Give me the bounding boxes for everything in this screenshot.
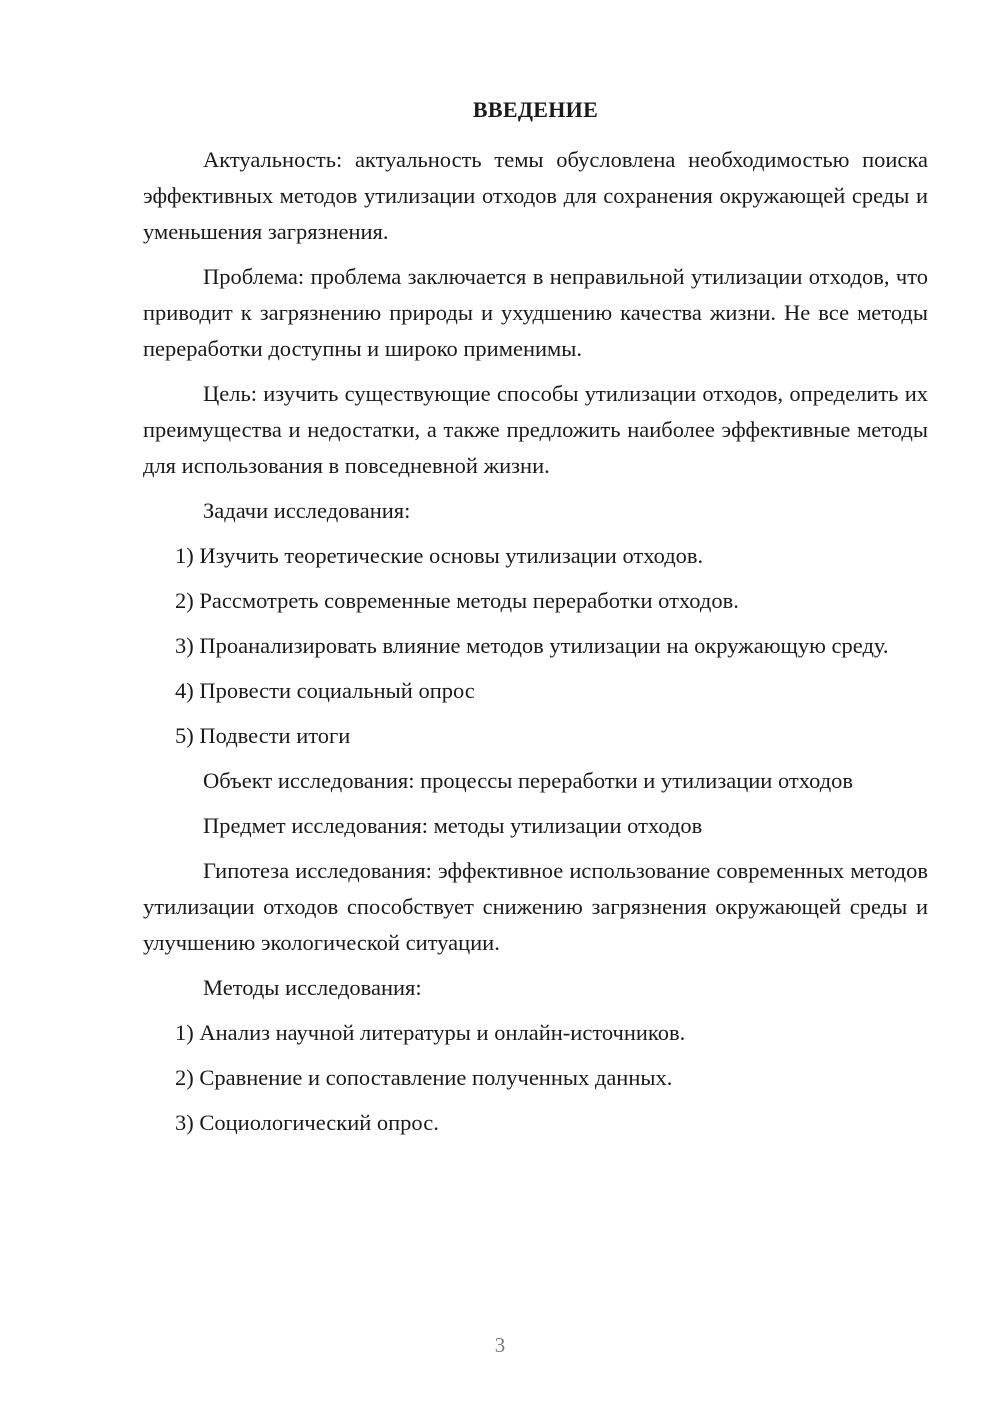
list-item: 4) Провести социальный опрос [175, 678, 475, 703]
goal-paragraph: Цель: изучить существующие способы утилизации отходов, определить их преимущества и недостатки, а также предложить наиболее эффективные методы для использования в повседневной жизни. [143, 381, 928, 478]
document-page [143, 92, 928, 1141]
list-item: 2) Сравнение и сопоставление полученных данных. [175, 1065, 673, 1090]
tasks-list [143, 538, 928, 754]
page-number: 3 [494, 1333, 506, 1357]
list-item: 2) Рассмотреть современные методы переработки отходов. [175, 588, 739, 613]
methods-heading: Методы исследования: [203, 975, 422, 1000]
list-item: 3) Социологический опрос. [175, 1110, 439, 1135]
relevance-paragraph: Актуальность: актуальность темы обусловлена необходимостью поиска эффективных методов утилизации отходов для сохранения окружающей среды и уменьшения загрязнения. [143, 147, 928, 244]
tasks-heading: Задачи исследования: [203, 498, 411, 523]
list-item: 5) Подвести итоги [175, 723, 351, 748]
list-item: 1) Анализ научной литературы и онлайн-источников. [175, 1020, 686, 1045]
hypothesis-paragraph: Гипотеза исследования: эффективное использование современных методов утилизации отходов способствует снижению загрязнения окружающей среды и улучшению экологической ситуации. [143, 858, 928, 955]
problem-paragraph: Проблема: проблема заключается в неправильной утилизации отходов, что приводит к загрязнению природы и ухудшению качества жизни. Не все методы переработки доступны и широко применимы. [143, 264, 928, 361]
methods-list [143, 1015, 928, 1141]
list-item: 3) Проанализировать влияние методов утилизации на окружающую среду. [175, 633, 889, 658]
list-item: 1) Изучить теоретические основы утилизации отходов. [175, 543, 704, 568]
section-title: ВВЕДЕНИЕ [472, 97, 599, 122]
subject-paragraph: Предмет исследования: методы утилизации отходов [203, 813, 703, 838]
object-paragraph: Объект исследования: процессы переработки и утилизации отходов [203, 768, 854, 793]
